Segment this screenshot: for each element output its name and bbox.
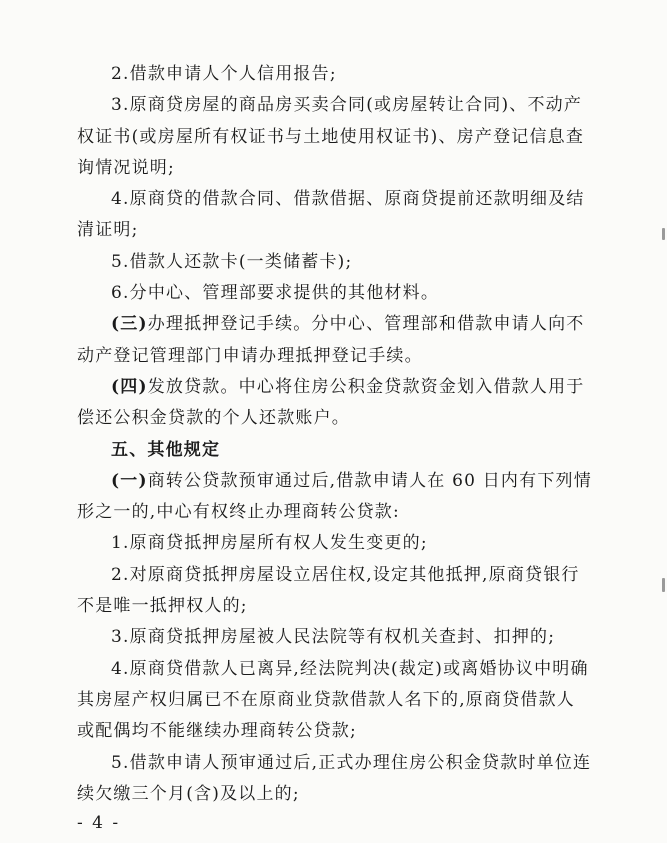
paragraph-11: 2.对原商贷抵押房屋设立居住权,设定其他抵押,原商贷银行不是唯一抵押权人的; [77,564,580,617]
paragraph-5: 6.分中心、管理部要求提供的其他材料。 [111,283,440,304]
paragraph-2: 3.原商贷房屋的商品房买卖合同(或房屋转让合同)、不动产权证书(或房屋所有权证书与土地使用权证书)、房产登记信息查询情况说明; [77,95,585,178]
document-body [77,59,592,810]
scan-edge-mark [662,578,665,592]
item-text-1: 商转公贷款预审通过后,借款申请人在 60 日内有下列情形之一的,中心有权终止办理商转公贷款: [77,470,592,523]
paragraph-10: 1.原商贷抵押房屋所有权人发生变更的; [111,533,428,554]
paragraph-1: 2.借款申请人个人信用报告; [111,64,337,84]
item-text-4: 发放贷款。中心将住房公积金贷款资金划入借款人用于偿还公积金贷款的个人还款账户。 [77,376,585,429]
item-number-3: (三) [111,314,148,335]
paragraph-6 [77,309,592,372]
paragraph-12: 3.原商贷抵押房屋被人民法院等有权机关查封、扣押的; [111,627,556,648]
item-text-3: 办理抵押登记手续。分中心、管理部和借款申请人向不动产登记管理部门申请办理抵押登记手续。 [77,314,585,366]
paragraph-14: 5.借款申请人预审通过后,正式办理住房公积金贷款时单位连续欠缴三个月(含)及以上的; [77,752,592,804]
page-number: - 4 - [77,813,121,833]
paragraph-13: 4.原商贷借款人已离异,经法院判决(裁定)或离婚协议中明确其房屋产权归属已不在原商业贷款借款人名下的,原商贷借款人或配偶均不能继续办理商转公贷款; [77,658,589,742]
paragraph-4: 5.借款人还款卡(一类储蓄卡); [111,251,353,272]
section-heading: 五、其他规定 [111,439,221,460]
item-number-4: (四) [111,376,148,397]
item-number-1: (一) [111,470,148,491]
paragraph-3: 4.原商贷的借款合同、借款借据、原商贷提前还款明细及结清证明; [77,189,585,241]
paragraph-7 [77,372,592,435]
paragraph-9 [77,466,592,529]
scan-edge-mark [662,228,665,240]
